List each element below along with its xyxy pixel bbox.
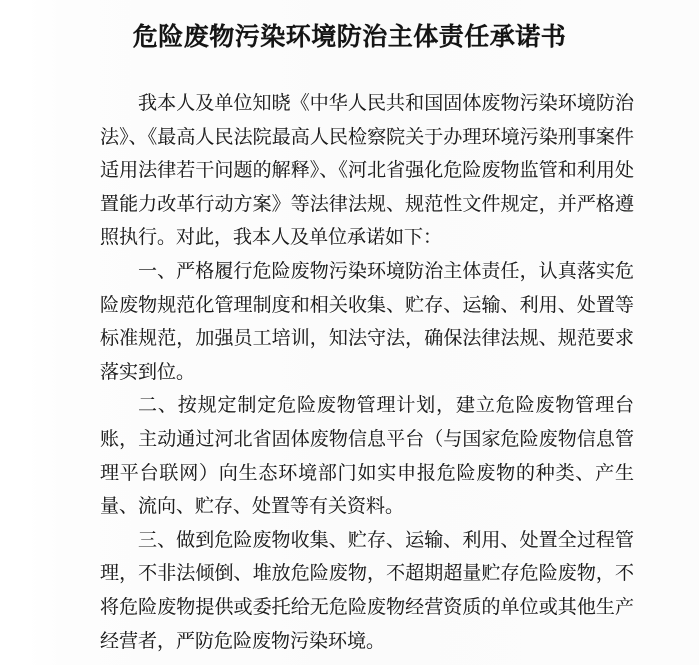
paragraph-item-2: 二、按规定制定危险废物管理计划，建立危险废物管理台账，主动通过河北省固体废物信息平台（与国家危险废物信息管理平台联网）向生态环境部门如实申报危险废物的种类、产生量、流向、贮存、处置等有关资料。 (100, 395, 634, 518)
document-body (100, 87, 634, 658)
document-title: 危险废物污染环境防治主体责任承诺书 (132, 24, 567, 51)
paragraph-item-3: 三、做到危险废物收集、贮存、运输、利用、处置全过程管理，不非法倾倒、堆放危险废物，不超期超量贮存危险废物，不将危险废物提供或委托给无危险废物经营资质的单位或其他生产经营者，严防危险废物污染环境。 (100, 529, 634, 652)
paragraph-item-1: 一、严格履行危险废物污染环境防治主体责任，认真落实危险废物规范化管理制度和相关收集、贮存、运输、利用、处置等标准规范，加强员工培训，知法守法，确保法律法规、规范要求落实到位。 (100, 260, 634, 383)
paragraph-intro: 我本人及单位知晓《中华人民共和国固体废物污染环境防治法》、《最高人民法院最高人民检察院关于办理环境污染刑事案件适用法律若干问题的解释》、《河北省强化危险废物监管和利用处置能力改革行动方案》等法律法规、规范性文件规定，并严格遵照执行。对此，我本人及单位承诺如下： (100, 93, 634, 249)
